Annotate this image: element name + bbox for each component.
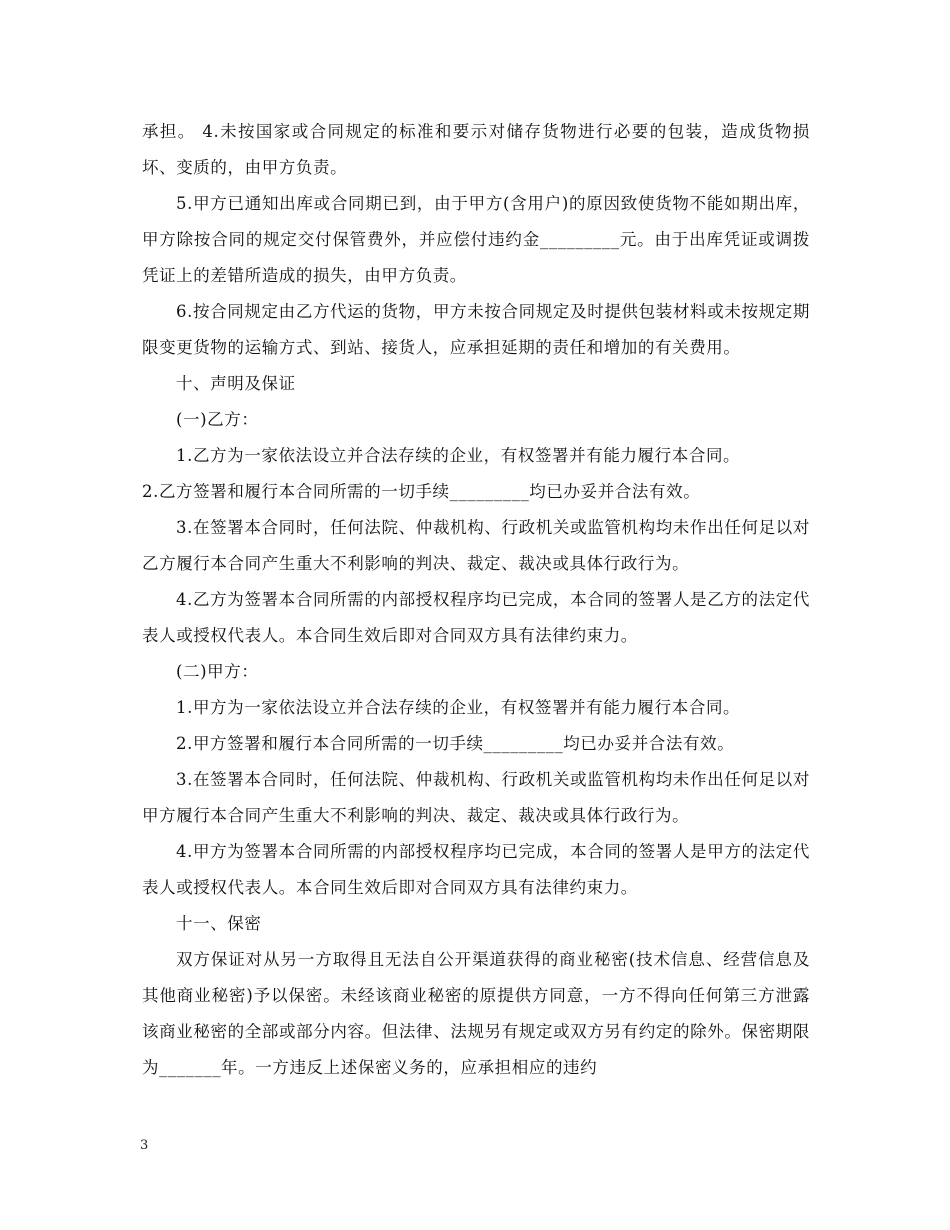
document-body xyxy=(142,114,810,1086)
party-b-clause-4: 4.乙方为签署本合同所需的内部授权程序均已完成，本合同的签署人是乙方的法定代表人或授权代表人。本合同生效后即对合同双方具有法律约束力。 xyxy=(142,590,810,645)
subsection-heading-party-a: (二)甲方： xyxy=(176,662,259,681)
section-heading-declarations: 十、声明及保证 xyxy=(176,374,296,393)
party-a-clause-1: 1.甲方为一家依法设立并合法存续的企业，有权签署并有能力履行本合同。 xyxy=(176,698,741,717)
party-b-clause-1: 1.乙方为一家依法设立并合法存续的企业，有权签署并有能力履行本合同。 xyxy=(176,446,741,465)
confidentiality-clause: 双方保证对从另一方取得且无法自公开渠道获得的商业秘密(技术信息、经营信息及其他商业秘密)予以保密。未经该商业秘密的原提供方同意，一方不得向任何第三方泄露该商业秘密的全部或部分内容。但法律、法规另有规定或双方另有约定的除外。保密期限为_______年。一方违反上述保密义务的，应承担相应的违约 xyxy=(142,950,810,1077)
subsection-heading-party-b: (一)乙方： xyxy=(176,410,259,429)
paragraph-item-6: 6.按合同规定由乙方代运的货物，甲方未按合同规定及时提供包装材料或未按规定期限变更货物的运输方式、到站、接货人，应承担延期的责任和增加的有关费用。 xyxy=(142,302,810,357)
section-heading-confidentiality: 十一、保密 xyxy=(176,914,262,933)
page-number: 3 xyxy=(140,1138,149,1153)
party-b-clause-3: 3.在签署本合同时，任何法院、仲裁机构、行政机关或监管机构均未作出任何足以对乙方履行本合同产生重大不利影响的判决、裁定、裁决或具体行政行为。 xyxy=(142,518,810,573)
party-a-clause-4: 4.甲方为签署本合同所需的内部授权程序均已完成，本合同的签署人是甲方的法定代表人或授权代表人。本合同生效后即对合同双方具有法律约束力。 xyxy=(142,842,810,897)
party-a-clause-3: 3.在签署本合同时，任何法院、仲裁机构、行政机关或监管机构均未作出任何足以对甲方履行本合同产生重大不利影响的判决、裁定、裁决或具体行政行为。 xyxy=(142,770,810,825)
party-b-clause-2: 2.乙方签署和履行本合同所需的一切手续_________均已办妥并合法有效。 xyxy=(142,482,701,501)
paragraph-item-5: 5.甲方已通知出库或合同期已到，由于甲方(含用户)的原因致使货物不能如期出库，甲方除按合同的规定交付保管费外，并应偿付违约金_________元。由于出库凭证或调拨凭证上的差错所造成的损失，由甲方负责。 xyxy=(142,194,810,285)
party-a-clause-2: 2.甲方签署和履行本合同所需的一切手续_________均已办妥并合法有效。 xyxy=(176,734,735,753)
paragraph-continuation-item-4: 承担。 4.未按国家或合同规定的标准和要示对储存货物进行必要的包装，造成货物损坏、变质的，由甲方负责。 xyxy=(142,122,810,177)
